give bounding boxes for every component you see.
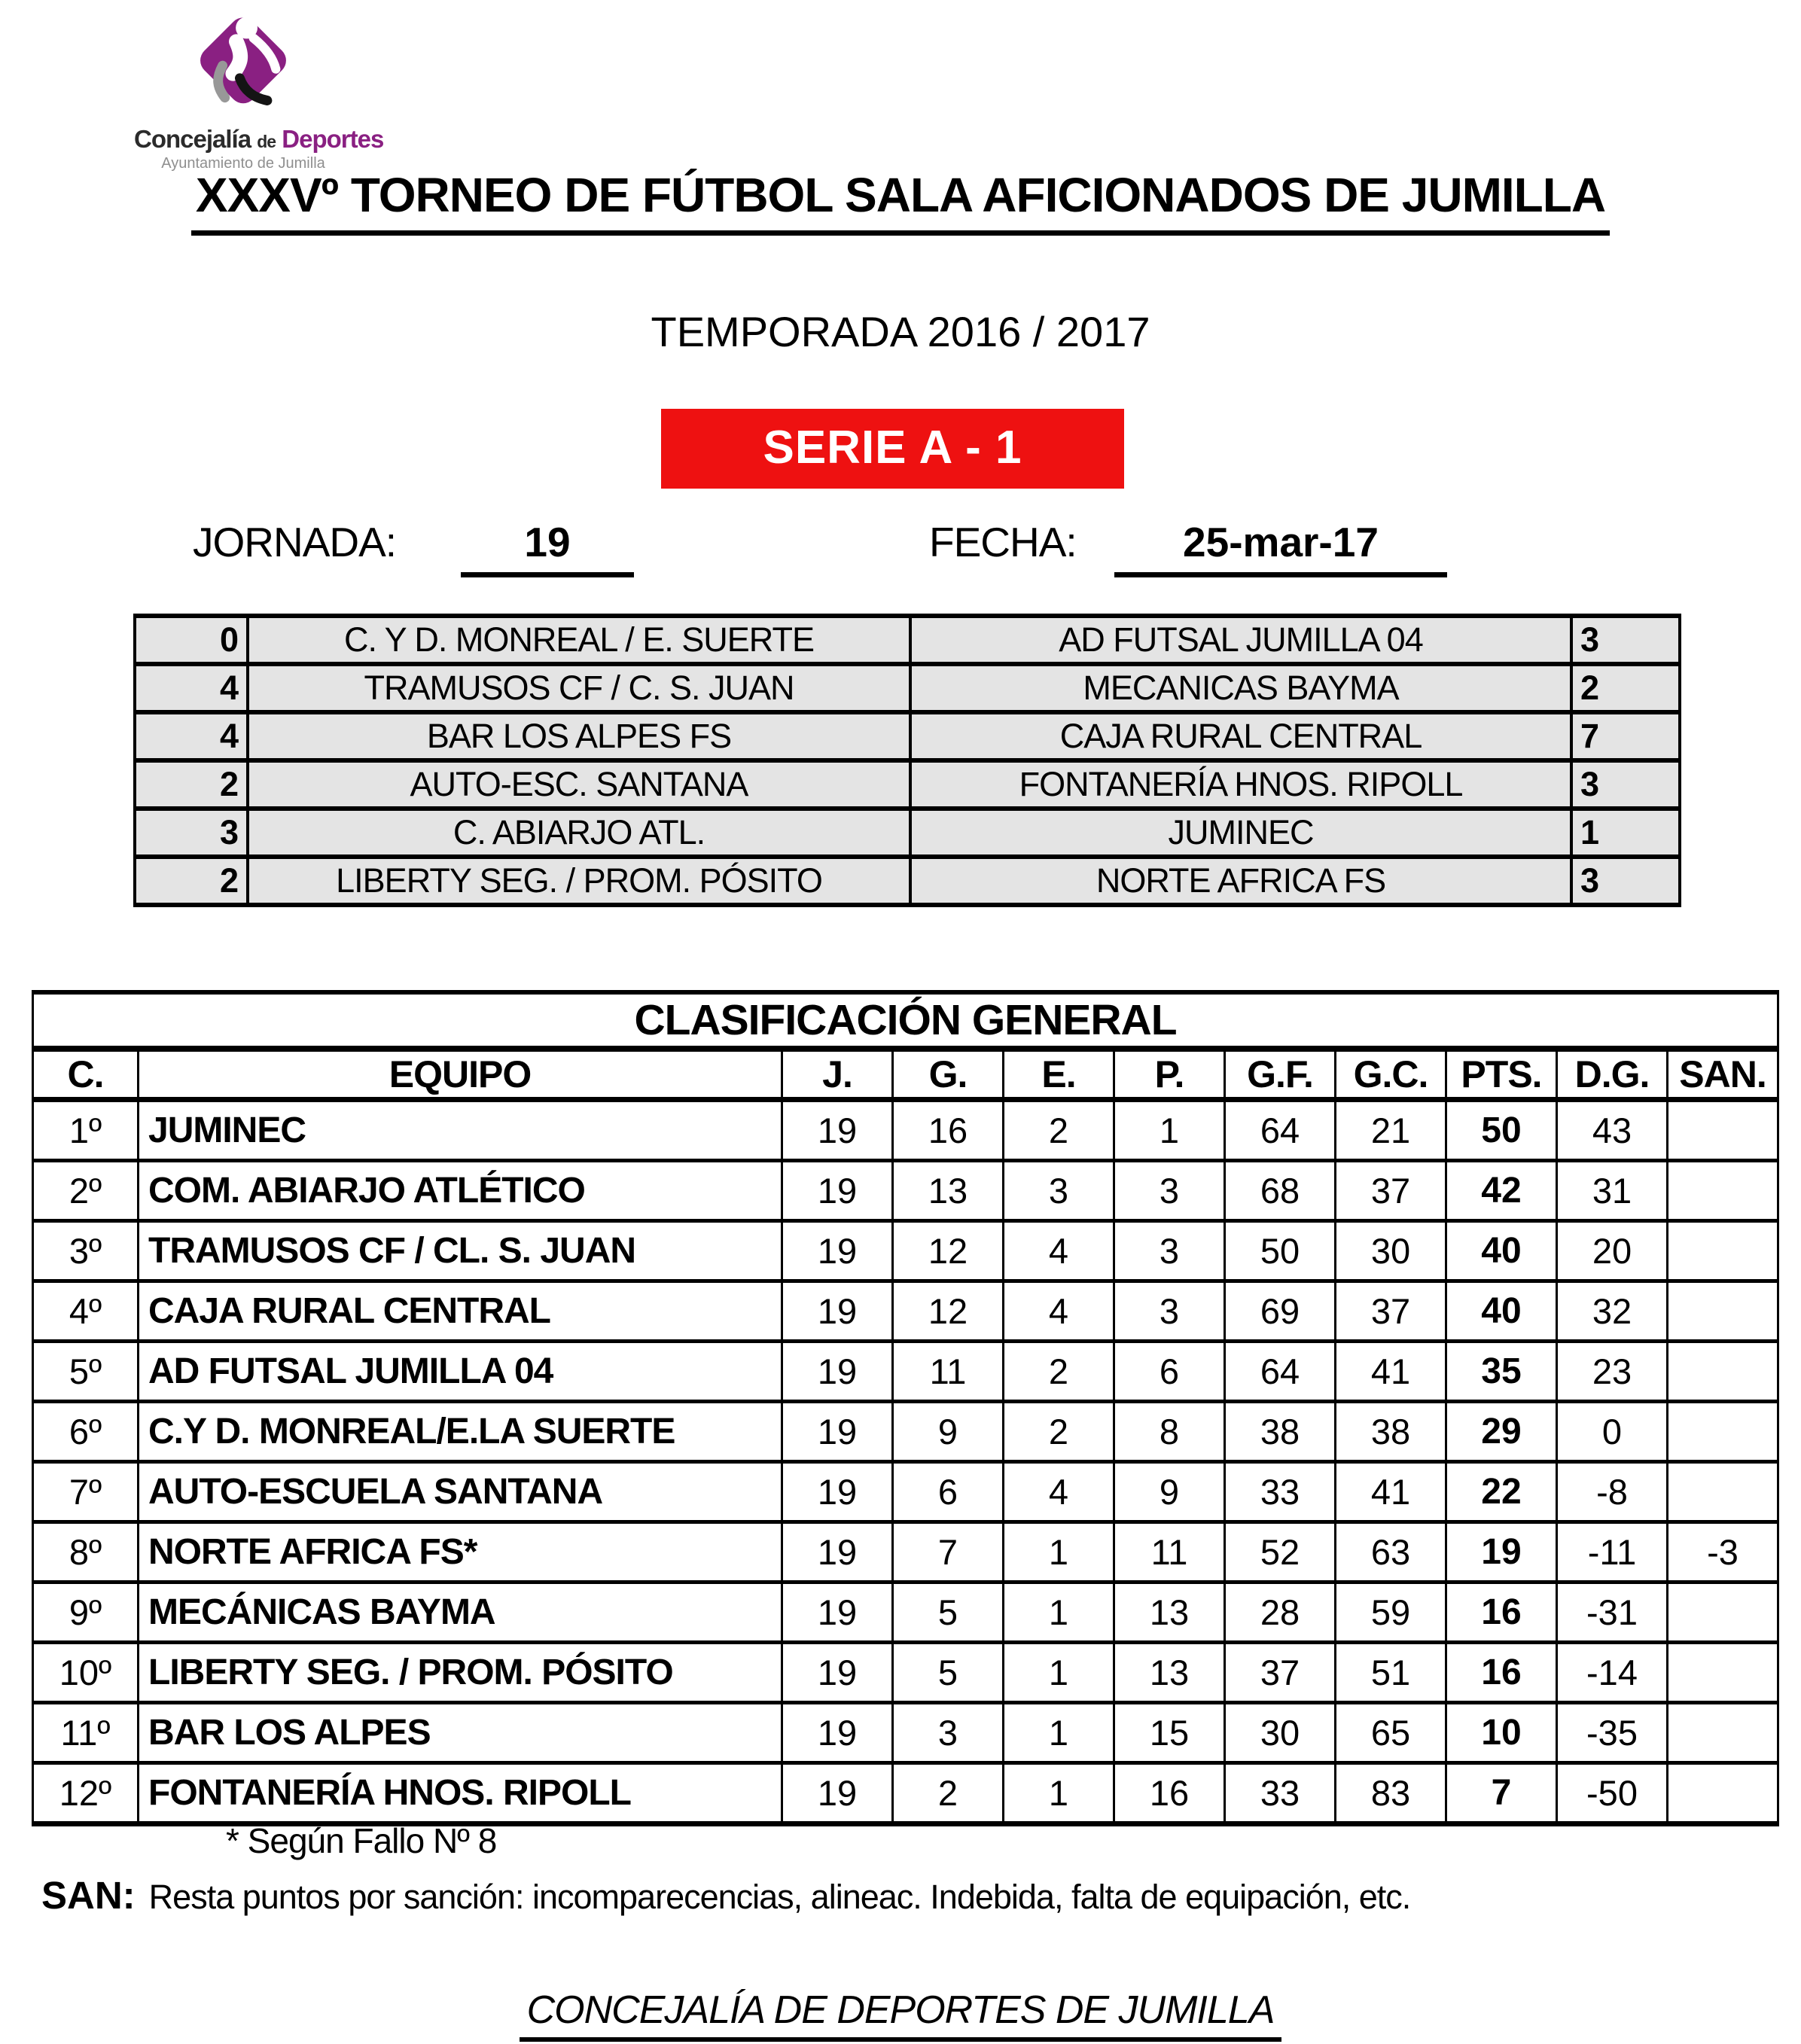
classification-title-row xyxy=(33,992,1778,1049)
won-cell: 6 xyxy=(893,1462,1004,1522)
lost-cell: 9 xyxy=(1114,1462,1225,1522)
results-table xyxy=(133,614,1681,907)
goal-diff-cell: 31 xyxy=(1557,1161,1668,1221)
home-team-name: BAR LOS ALPES FS xyxy=(248,712,910,760)
points-cell: 50 xyxy=(1446,1100,1557,1161)
sanction-cell xyxy=(1668,1281,1778,1342)
home-team-name: C. Y D. MONREAL / E. SUERTE xyxy=(248,616,910,664)
lost-cell: 15 xyxy=(1114,1703,1225,1763)
goals-for-cell: 33 xyxy=(1225,1763,1336,1824)
classification-row xyxy=(33,1100,1778,1161)
home-score: 3 xyxy=(135,809,248,857)
goals-for-cell: 37 xyxy=(1225,1643,1336,1703)
lost-cell: 6 xyxy=(1114,1342,1225,1402)
won-cell: 11 xyxy=(893,1342,1004,1402)
header-sanction: SAN. xyxy=(1668,1049,1778,1100)
classification-row xyxy=(33,1342,1778,1402)
header-goals-for: G.F. xyxy=(1225,1049,1336,1100)
header-team: EQUIPO xyxy=(139,1049,782,1100)
lost-cell: 11 xyxy=(1114,1522,1225,1583)
sanction-cell xyxy=(1668,1100,1778,1161)
team-cell: CAJA RURAL CENTRAL xyxy=(139,1281,782,1342)
away-team-name: FONTANERÍA HNOS. RIPOLL xyxy=(910,760,1571,809)
header-drawn: E. xyxy=(1004,1049,1114,1100)
drawn-cell: 3 xyxy=(1004,1161,1114,1221)
position-cell: 11º xyxy=(33,1703,139,1763)
played-cell: 19 xyxy=(782,1522,893,1583)
drawn-cell: 1 xyxy=(1004,1703,1114,1763)
goals-for-cell: 50 xyxy=(1225,1221,1336,1281)
away-score: 1 xyxy=(1571,809,1680,857)
goal-diff-cell: 20 xyxy=(1557,1221,1668,1281)
sanction-cell xyxy=(1668,1161,1778,1221)
match-row xyxy=(135,712,1680,760)
position-cell: 12º xyxy=(33,1763,139,1824)
goal-diff-cell: -31 xyxy=(1557,1583,1668,1643)
drawn-cell: 4 xyxy=(1004,1281,1114,1342)
fecha-label: FECHA: xyxy=(929,519,1077,565)
away-score: 3 xyxy=(1571,857,1680,905)
classification-row xyxy=(33,1522,1778,1583)
goals-against-cell: 41 xyxy=(1336,1342,1446,1402)
points-cell: 40 xyxy=(1446,1281,1557,1342)
lost-cell: 3 xyxy=(1114,1281,1225,1342)
classification-row xyxy=(33,1583,1778,1643)
played-cell: 19 xyxy=(782,1583,893,1643)
away-score: 3 xyxy=(1571,760,1680,809)
drawn-cell: 4 xyxy=(1004,1221,1114,1281)
won-cell: 2 xyxy=(893,1763,1004,1824)
classification-header-row xyxy=(33,1049,1778,1100)
position-cell: 2º xyxy=(33,1161,139,1221)
position-cell: 1º xyxy=(33,1100,139,1161)
lost-cell: 13 xyxy=(1114,1583,1225,1643)
won-cell: 5 xyxy=(893,1643,1004,1703)
serie-banner: SERIE A - 1 xyxy=(661,409,1124,489)
header-won: G. xyxy=(893,1049,1004,1100)
points-cell: 22 xyxy=(1446,1462,1557,1522)
classification-row xyxy=(33,1402,1778,1462)
team-cell: AUTO-ESCUELA SANTANA xyxy=(139,1462,782,1522)
team-cell: COM. ABIARJO ATLÉTICO xyxy=(139,1161,782,1221)
match-row xyxy=(135,857,1680,905)
points-cell: 16 xyxy=(1446,1643,1557,1703)
points-cell: 42 xyxy=(1446,1161,1557,1221)
away-team-name: NORTE AFRICA FS xyxy=(910,857,1571,905)
home-score: 0 xyxy=(135,616,248,664)
match-row xyxy=(135,760,1680,809)
position-cell: 7º xyxy=(33,1462,139,1522)
won-cell: 9 xyxy=(893,1402,1004,1462)
sanction-cell xyxy=(1668,1643,1778,1703)
won-cell: 5 xyxy=(893,1583,1004,1643)
position-cell: 5º xyxy=(33,1342,139,1402)
played-cell: 19 xyxy=(782,1703,893,1763)
asterisk-footnote: * Según Fallo Nº 8 xyxy=(226,1821,497,1860)
lost-cell: 3 xyxy=(1114,1221,1225,1281)
jornada-value: 19 xyxy=(461,518,634,577)
drawn-cell: 1 xyxy=(1004,1643,1114,1703)
team-cell: FONTANERÍA HNOS. RIPOLL xyxy=(139,1763,782,1824)
goals-against-cell: 21 xyxy=(1336,1100,1446,1161)
classification-row xyxy=(33,1161,1778,1221)
runner-logo-icon xyxy=(186,5,300,125)
classification-row xyxy=(33,1643,1778,1703)
won-cell: 13 xyxy=(893,1161,1004,1221)
away-team-name: CAJA RURAL CENTRAL xyxy=(910,712,1571,760)
match-row xyxy=(135,664,1680,712)
played-cell: 19 xyxy=(782,1100,893,1161)
points-cell: 35 xyxy=(1446,1342,1557,1402)
sanction-cell xyxy=(1668,1342,1778,1402)
team-cell: TRAMUSOS CF / CL. S. JUAN xyxy=(139,1221,782,1281)
goals-for-cell: 30 xyxy=(1225,1703,1336,1763)
lost-cell: 1 xyxy=(1114,1100,1225,1161)
points-cell: 10 xyxy=(1446,1703,1557,1763)
position-cell: 8º xyxy=(33,1522,139,1583)
team-cell: LIBERTY SEG. / PROM. PÓSITO xyxy=(139,1643,782,1703)
position-cell: 6º xyxy=(33,1402,139,1462)
header-goals-against: G.C. xyxy=(1336,1049,1446,1100)
home-team-name: C. ABIARJO ATL. xyxy=(248,809,910,857)
header-goal-diff: D.G. xyxy=(1557,1049,1668,1100)
home-team-name: LIBERTY SEG. / PROM. PÓSITO xyxy=(248,857,910,905)
home-team-name: TRAMUSOS CF / C. S. JUAN xyxy=(248,664,910,712)
logo-subtitle: Ayuntamiento de Jumilla xyxy=(161,155,325,172)
lost-cell: 16 xyxy=(1114,1763,1225,1824)
goal-diff-cell: -35 xyxy=(1557,1703,1668,1763)
team-cell: AD FUTSAL JUMILLA 04 xyxy=(139,1342,782,1402)
goal-diff-cell: 23 xyxy=(1557,1342,1668,1402)
team-cell: JUMINEC xyxy=(139,1100,782,1161)
played-cell: 19 xyxy=(782,1402,893,1462)
home-score: 2 xyxy=(135,760,248,809)
fecha-value: 25-mar-17 xyxy=(1114,518,1447,577)
match-row xyxy=(135,616,1680,664)
san-note-label: SAN: xyxy=(41,1874,136,1917)
goals-against-cell: 38 xyxy=(1336,1402,1446,1462)
goals-for-cell: 38 xyxy=(1225,1402,1336,1462)
classification-title: CLASIFICACIÓN GENERAL xyxy=(33,992,1778,1049)
logo-word-de: de xyxy=(257,132,276,151)
away-score: 7 xyxy=(1571,712,1680,760)
goals-against-cell: 37 xyxy=(1336,1161,1446,1221)
points-cell: 40 xyxy=(1446,1221,1557,1281)
lost-cell: 8 xyxy=(1114,1402,1225,1462)
home-score: 4 xyxy=(135,712,248,760)
match-row xyxy=(135,809,1680,857)
lost-cell: 13 xyxy=(1114,1643,1225,1703)
sanction-cell xyxy=(1668,1402,1778,1462)
home-team-name: AUTO-ESC. SANTANA xyxy=(248,760,910,809)
drawn-cell: 1 xyxy=(1004,1763,1114,1824)
footer-title: CONCEJALÍA DE DEPORTES DE JUMILLA xyxy=(520,1988,1282,2042)
goal-diff-cell: -11 xyxy=(1557,1522,1668,1583)
played-cell: 19 xyxy=(782,1643,893,1703)
drawn-cell: 4 xyxy=(1004,1462,1114,1522)
goals-for-cell: 69 xyxy=(1225,1281,1336,1342)
goals-against-cell: 41 xyxy=(1336,1462,1446,1522)
goals-against-cell: 30 xyxy=(1336,1221,1446,1281)
won-cell: 7 xyxy=(893,1522,1004,1583)
logo-wordmark xyxy=(134,125,384,154)
drawn-cell: 2 xyxy=(1004,1342,1114,1402)
away-score: 3 xyxy=(1571,616,1680,664)
classification-row xyxy=(33,1221,1778,1281)
sanction-cell: -3 xyxy=(1668,1522,1778,1583)
lost-cell: 3 xyxy=(1114,1161,1225,1221)
concejalia-deportes-logo xyxy=(134,5,384,172)
played-cell: 19 xyxy=(782,1763,893,1824)
san-note xyxy=(41,1873,1410,1918)
goals-for-cell: 68 xyxy=(1225,1161,1336,1221)
points-cell: 29 xyxy=(1446,1402,1557,1462)
drawn-cell: 1 xyxy=(1004,1583,1114,1643)
won-cell: 12 xyxy=(893,1281,1004,1342)
played-cell: 19 xyxy=(782,1342,893,1402)
sanction-cell xyxy=(1668,1703,1778,1763)
goals-against-cell: 51 xyxy=(1336,1643,1446,1703)
points-cell: 16 xyxy=(1446,1583,1557,1643)
drawn-cell: 2 xyxy=(1004,1402,1114,1462)
jornada-label: JORNADA: xyxy=(193,519,397,565)
goal-diff-cell: -8 xyxy=(1557,1462,1668,1522)
team-cell: NORTE AFRICA FS* xyxy=(139,1522,782,1583)
played-cell: 19 xyxy=(782,1221,893,1281)
goals-against-cell: 37 xyxy=(1336,1281,1446,1342)
team-cell: BAR LOS ALPES xyxy=(139,1703,782,1763)
points-cell: 19 xyxy=(1446,1522,1557,1583)
goal-diff-cell: -50 xyxy=(1557,1763,1668,1824)
header-position: C. xyxy=(33,1049,139,1100)
away-team-name: AD FUTSAL JUMILLA 04 xyxy=(910,616,1571,664)
goals-against-cell: 65 xyxy=(1336,1703,1446,1763)
won-cell: 3 xyxy=(893,1703,1004,1763)
away-score: 2 xyxy=(1571,664,1680,712)
team-cell: C.Y D. MONREAL/E.LA SUERTE xyxy=(139,1402,782,1462)
goals-against-cell: 59 xyxy=(1336,1583,1446,1643)
played-cell: 19 xyxy=(782,1281,893,1342)
goals-against-cell: 63 xyxy=(1336,1522,1446,1583)
points-cell: 7 xyxy=(1446,1763,1557,1824)
won-cell: 12 xyxy=(893,1221,1004,1281)
goals-against-cell: 83 xyxy=(1336,1763,1446,1824)
sanction-cell xyxy=(1668,1763,1778,1824)
position-cell: 4º xyxy=(33,1281,139,1342)
drawn-cell: 2 xyxy=(1004,1100,1114,1161)
header-played: J. xyxy=(782,1049,893,1100)
header-points: PTS. xyxy=(1446,1049,1557,1100)
sanction-cell xyxy=(1668,1462,1778,1522)
goal-diff-cell: 0 xyxy=(1557,1402,1668,1462)
goals-for-cell: 64 xyxy=(1225,1342,1336,1402)
position-cell: 10º xyxy=(33,1643,139,1703)
away-team-name: JUMINEC xyxy=(910,809,1571,857)
sanction-cell xyxy=(1668,1221,1778,1281)
home-score: 2 xyxy=(135,857,248,905)
position-cell: 3º xyxy=(33,1221,139,1281)
classification-row xyxy=(33,1703,1778,1763)
season-subtitle: TEMPORADA 2016 / 2017 xyxy=(651,308,1150,355)
home-score: 4 xyxy=(135,664,248,712)
runner-torso xyxy=(233,41,240,74)
goals-for-cell: 64 xyxy=(1225,1100,1336,1161)
team-cell: MECÁNICAS BAYMA xyxy=(139,1583,782,1643)
played-cell: 19 xyxy=(782,1462,893,1522)
logo-word-deportes: Deportes xyxy=(282,125,384,153)
goal-diff-cell: 32 xyxy=(1557,1281,1668,1342)
goals-for-cell: 52 xyxy=(1225,1522,1336,1583)
sanction-cell xyxy=(1668,1583,1778,1643)
classification-row xyxy=(33,1281,1778,1342)
header-lost: P. xyxy=(1114,1049,1225,1100)
drawn-cell: 1 xyxy=(1004,1522,1114,1583)
won-cell: 16 xyxy=(893,1100,1004,1161)
page-title: XXXVº TORNEO DE FÚTBOL SALA AFICIONADOS DE JUMILLA xyxy=(191,167,1610,236)
goal-diff-cell: -14 xyxy=(1557,1643,1668,1703)
played-cell: 19 xyxy=(782,1161,893,1221)
goal-diff-cell: 43 xyxy=(1557,1100,1668,1161)
position-cell: 9º xyxy=(33,1583,139,1643)
classification-row xyxy=(33,1462,1778,1522)
classification-table xyxy=(32,990,1779,1826)
goals-for-cell: 33 xyxy=(1225,1462,1336,1522)
goals-for-cell: 28 xyxy=(1225,1583,1336,1643)
san-note-text: Resta puntos por sanción: incomparecencias, alineac. Indebida, falta de equipación, etc. xyxy=(148,1878,1411,1916)
classification-row xyxy=(33,1763,1778,1824)
logo-word-concejalia: Concejalía xyxy=(134,125,251,153)
away-team-name: MECANICAS BAYMA xyxy=(910,664,1571,712)
